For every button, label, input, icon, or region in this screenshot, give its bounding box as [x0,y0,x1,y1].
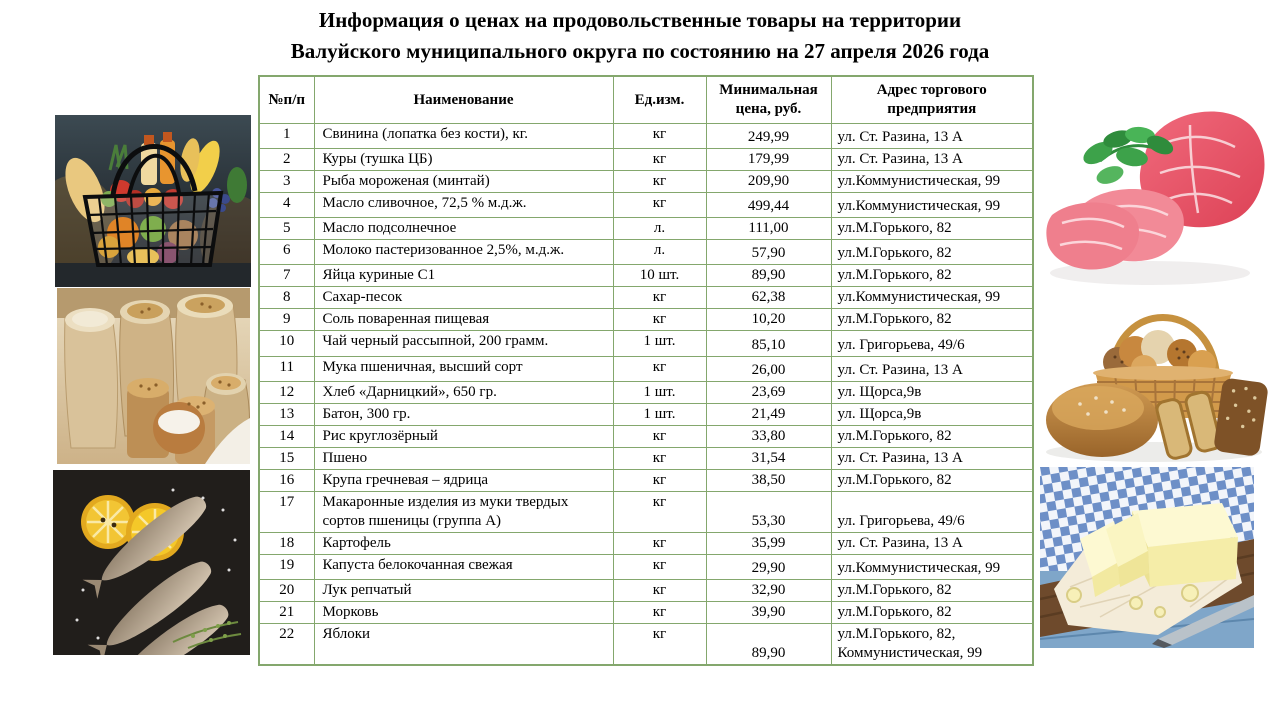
product-name-cell: Чай черный рассыпной, 200 грамм. [314,331,613,357]
product-name-cell: Крупа гречневая – ядрица [314,470,613,492]
unit-cell: л. [613,240,706,265]
address-cell: ул.М.Горького, 82 [831,218,1033,240]
address-cell: ул.М.Горького, 82 [831,426,1033,448]
grocery-basket-photo [55,115,251,287]
table-row [259,624,1033,666]
row-number: 18 [259,533,314,555]
product-name-cell: Хлеб «Дарницкий», 650 гр. [314,382,613,404]
page-title-line2: Валуйского муниципального округа по состоянию на 27 апреля 2026 года [290,39,990,63]
butter-photo [1040,467,1254,648]
table-row [259,265,1033,287]
price-cell: 209,90 [706,171,831,193]
product-name-cell: Соль поваренная пищевая [314,309,613,331]
product-name-cell: Яблоки [314,624,613,666]
unit-cell: кг [613,448,706,470]
price-cell: 26,00 [706,357,831,382]
price-cell: 39,90 [706,602,831,624]
price-cell: 10,20 [706,309,831,331]
address-cell: ул.Коммунистическая, 99 [831,555,1033,580]
column-header-name: Наименование [314,76,613,124]
price-cell: 57,90 [706,240,831,265]
unit-cell: 1 шт. [613,404,706,426]
product-name-cell: Сахар-песок [314,287,613,309]
address-cell: ул. Щорса,9в [831,382,1033,404]
price-cell: 53,30 [706,492,831,533]
row-number: 14 [259,426,314,448]
row-number: 9 [259,309,314,331]
frozen-fish-photo [53,470,250,655]
column-header-unit: Ед.изм. [613,76,706,124]
product-name-cell: Рыба мороженая (минтай) [314,171,613,193]
table-row [259,149,1033,171]
product-name-cell: Куры (тушка ЦБ) [314,149,613,171]
page-title [0,5,1280,67]
table-row [259,193,1033,218]
unit-cell: кг [613,171,706,193]
row-number: 15 [259,448,314,470]
table-row [259,309,1033,331]
table-row [259,470,1033,492]
product-name-cell: Лук репчатый [314,580,613,602]
price-cell: 179,99 [706,149,831,171]
row-number: 10 [259,331,314,357]
price-cell: 38,50 [706,470,831,492]
page-title-line1: Информация о ценах на продовольственные товары на территории [318,8,962,32]
unit-cell: кг [613,580,706,602]
table-row [259,602,1033,624]
column-header-number: №п/п [259,76,314,124]
price-cell: 89,90 [706,624,831,666]
row-number: 19 [259,555,314,580]
address-cell: ул.М.Горького, 82 [831,240,1033,265]
row-number: 2 [259,149,314,171]
row-number: 5 [259,218,314,240]
address-cell: ул. Ст. Разина, 13 А [831,124,1033,149]
product-name-cell: Картофель [314,533,613,555]
address-cell: ул. Ст. Разина, 13 А [831,533,1033,555]
product-name-cell: Свинина (лопатка без кости), кг. [314,124,613,149]
table-header-row [259,76,1033,124]
unit-cell: кг [613,533,706,555]
price-cell: 111,00 [706,218,831,240]
product-name-cell: Батон, 300 гр. [314,404,613,426]
row-number: 11 [259,357,314,382]
price-cell: 249,99 [706,124,831,149]
product-name-cell: Молоко пастеризованное 2,5%, м.д.ж. [314,240,613,265]
table-row [259,240,1033,265]
raw-meat-photo [1040,95,1268,291]
price-cell: 85,10 [706,331,831,357]
table-row [259,331,1033,357]
product-name-cell: Морковь [314,602,613,624]
unit-cell: кг [613,149,706,171]
price-cell: 499,44 [706,193,831,218]
unit-cell: кг [613,470,706,492]
table-row [259,580,1033,602]
unit-cell: кг [613,124,706,149]
row-number: 20 [259,580,314,602]
address-cell: ул.Коммунистическая, 99 [831,171,1033,193]
table-row [259,426,1033,448]
address-cell: ул.М.Горького, 82 [831,580,1033,602]
price-cell: 32,90 [706,580,831,602]
price-cell: 23,69 [706,382,831,404]
table-row [259,124,1033,149]
table-row [259,357,1033,382]
price-table-body [259,124,1033,666]
price-cell: 35,99 [706,533,831,555]
bread-basket-photo [1040,292,1268,464]
product-name-cell: Масло сливочное, 72,5 % м.д.ж. [314,193,613,218]
table-row [259,555,1033,580]
price-table-container [258,75,1034,666]
product-name-cell: Пшено [314,448,613,470]
table-row [259,382,1033,404]
price-cell: 31,54 [706,448,831,470]
address-cell: ул.М.Горького, 82 [831,602,1033,624]
address-cell: ул.М.Горького, 82 [831,265,1033,287]
unit-cell: кг [613,555,706,580]
price-table [258,75,1034,666]
product-name-cell: Рис круглозёрный [314,426,613,448]
table-row [259,448,1033,470]
table-row [259,404,1033,426]
unit-cell: л. [613,218,706,240]
unit-cell: кг [613,193,706,218]
unit-cell: 10 шт. [613,265,706,287]
address-cell: ул. Ст. Разина, 13 А [831,448,1033,470]
unit-cell: кг [613,357,706,382]
table-row [259,533,1033,555]
row-number: 3 [259,171,314,193]
row-number: 7 [259,265,314,287]
row-number: 8 [259,287,314,309]
unit-cell: кг [613,624,706,666]
row-number: 6 [259,240,314,265]
address-cell: ул. Щорса,9в [831,404,1033,426]
price-cell: 29,90 [706,555,831,580]
product-name-cell: Масло подсолнечное [314,218,613,240]
product-name-cell: Мука пшеничная, высший сорт [314,357,613,382]
column-header-address: Адрес торгового предприятия [831,76,1033,124]
table-row [259,218,1033,240]
grain-sacks-photo [57,288,250,464]
address-cell: ул.М.Горького, 82 [831,309,1033,331]
product-name-cell: Капуста белокочанная свежая [314,555,613,580]
address-cell: ул. Григорьева, 49/6 [831,331,1033,357]
unit-cell: кг [613,426,706,448]
address-cell: ул. Ст. Разина, 13 А [831,149,1033,171]
unit-cell: 1 шт. [613,382,706,404]
price-cell: 21,49 [706,404,831,426]
address-cell: ул.Коммунистическая, 99 [831,193,1033,218]
row-number: 12 [259,382,314,404]
address-cell: ул. Григорьева, 49/6 [831,492,1033,533]
row-number: 4 [259,193,314,218]
price-cell: 62,38 [706,287,831,309]
row-number: 17 [259,492,314,533]
row-number: 21 [259,602,314,624]
address-cell: ул.М.Горького, 82, Коммунистическая, 99 [831,624,1033,666]
unit-cell: кг [613,602,706,624]
unit-cell: кг [613,287,706,309]
unit-cell: кг [613,309,706,331]
table-row [259,171,1033,193]
column-header-price: Минимальная цена, руб. [706,76,831,124]
row-number: 13 [259,404,314,426]
table-row [259,492,1033,533]
unit-cell: кг [613,492,706,533]
row-number: 1 [259,124,314,149]
price-cell: 89,90 [706,265,831,287]
address-cell: ул. Ст. Разина, 13 А [831,357,1033,382]
table-row [259,287,1033,309]
row-number: 22 [259,624,314,666]
price-cell: 33,80 [706,426,831,448]
address-cell: ул.М.Горького, 82 [831,470,1033,492]
address-cell: ул.Коммунистическая, 99 [831,287,1033,309]
product-name-cell: Макаронные изделия из муки твердых сортов пшеницы (группа А) [314,492,613,533]
unit-cell: 1 шт. [613,331,706,357]
row-number: 16 [259,470,314,492]
product-name-cell: Яйца куриные С1 [314,265,613,287]
